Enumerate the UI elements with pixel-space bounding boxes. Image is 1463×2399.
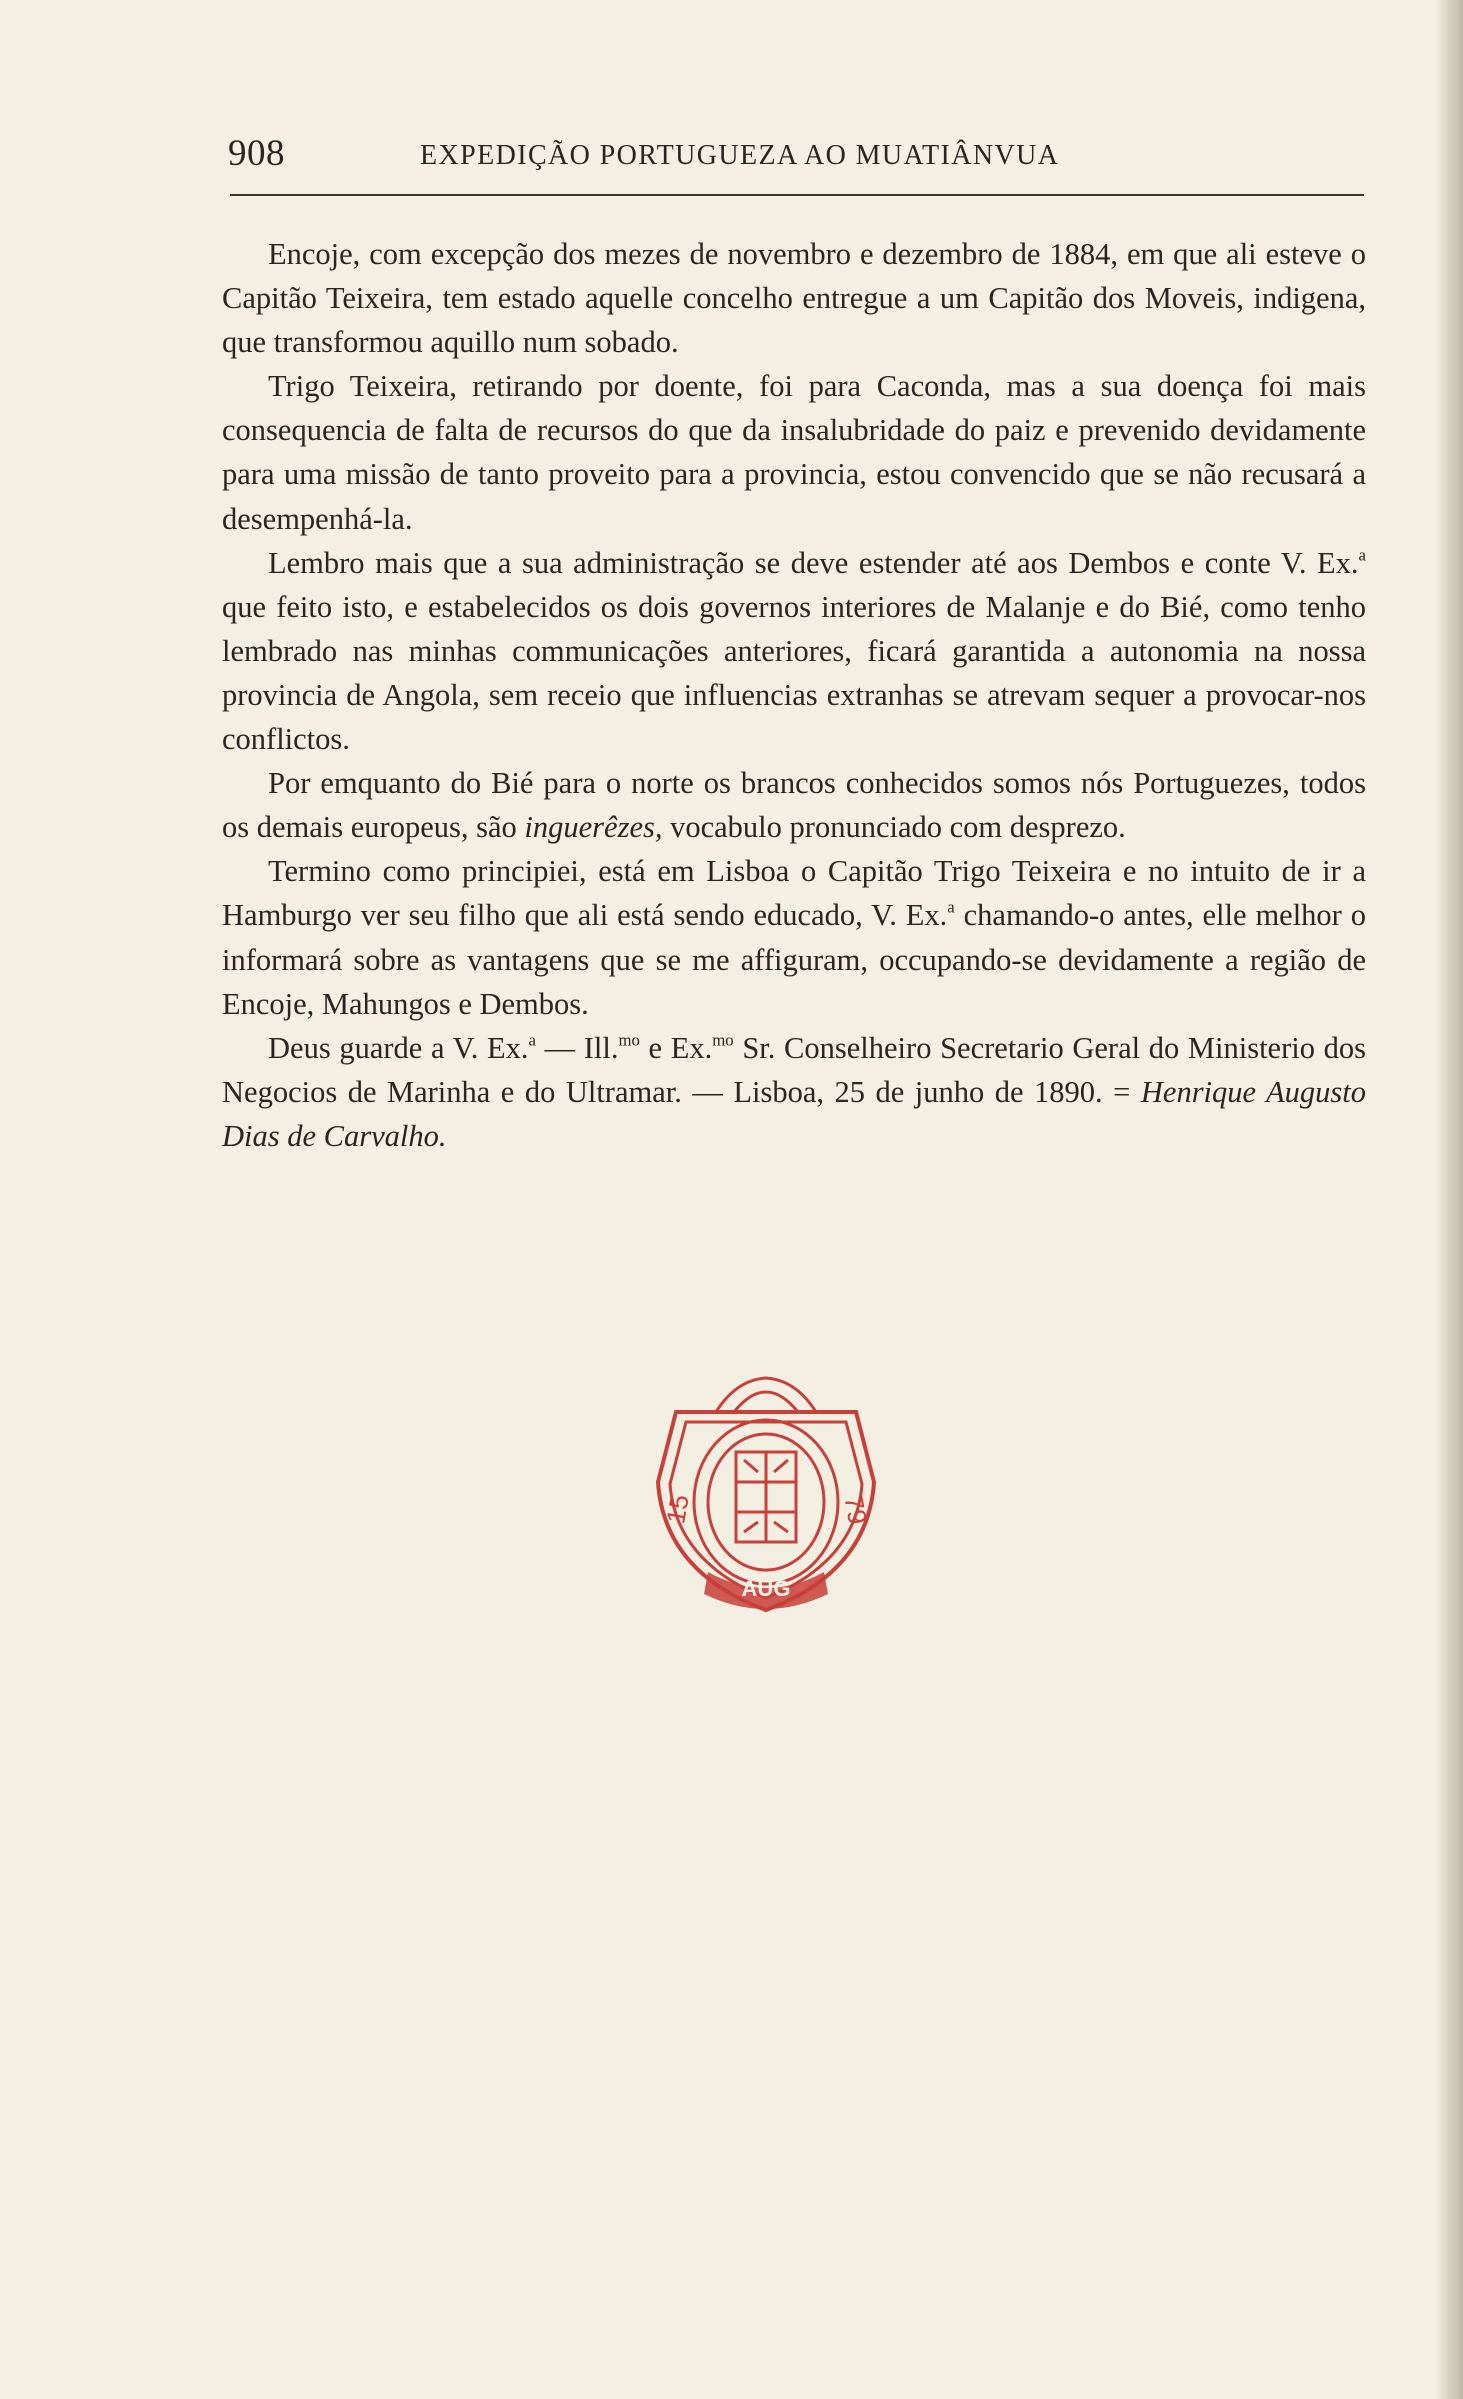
running-title: EXPEDIÇÃO PORTUGUEZA AO MUATIÂNVUA [420,140,1060,171]
header-rule [230,194,1364,196]
paragraph-5: Termino como principiei, está em Lisboa o Capitão Trigo Teixeira e no intuito de ir a Hamburgo ver seu filho que ali está sendo educado, V. Ex.$^a$ chamando-o antes, elle melhor o informará sobre as vantagens que se me affiguram, occupando-se devidamente a região de Encoje, Mahungos e Dembos. [222,854,1366,1021]
paragraph-1: Encoje, com excepção dos mezes de novembro e dezembro de 1884, em que ali esteve o Capitão Teixeira, tem estado aquelle concelho entregue a um Capitão dos Moveis, indigena, que transformou aquillo num sobado. [222,237,1366,360]
signature: Henrique Augusto Dias de Carvalho. [222,1074,1366,1153]
stamp-year-right: 79 [838,1493,874,1527]
stamp-year-left: 15 [660,1492,695,1526]
paragraph-2: Trigo Teixeira, retirando por doente, foi para Caconda, mas a sua doença foi mais consequencia de falta de recursos do que da insalubridade do paiz e prevenido devidamente para uma missão de tanto proveito para a provincia, estou convencido que se não recusará a desempenhá-la. [222,369,1366,536]
page-number: 908 [228,133,285,174]
library-stamp [646,1372,886,1618]
stamp-motto: AUG [741,1576,791,1601]
closing-paragraph: Deus guarde a V. Ex.$^a$ — Ill.$^{mo}$ e Ex.$^{mo}$ Sr. Conselheiro Secretario Geral do Ministerio dos Negocios de Marinha e do Ultramar. — Lisboa, 25 de junho de 1890. = Henrique Augusto Dias de Carvalho. [222,1030,1366,1153]
paragraph-3: Lembro mais que a sua administração se deve estender até aos Dembos e conte V. Ex.$^a$ que feito isto, e estabelecidos os dois governos interiores de Malanje e do Bié, como tenho lembrado nas minhas communicações anteriores, ficará garantida a autonomia na nossa provincia de Angola, sem receio que influencias extranhas se atrevam sequer a provocar-nos conflictos. [222,545,1366,757]
foreign-term: inguerêzes, [524,810,663,845]
page-header [228,132,1364,182]
page-edge-shadow [1435,0,1463,2399]
paragraph-4: Por emquanto do Bié para o norte os brancos conhecidos somos nós Portuguezes, todos os demais europeus, são inguerêzes, vocabulo pronunciado com desprezo. [222,766,1366,845]
letter-body [222,232,1366,1158]
